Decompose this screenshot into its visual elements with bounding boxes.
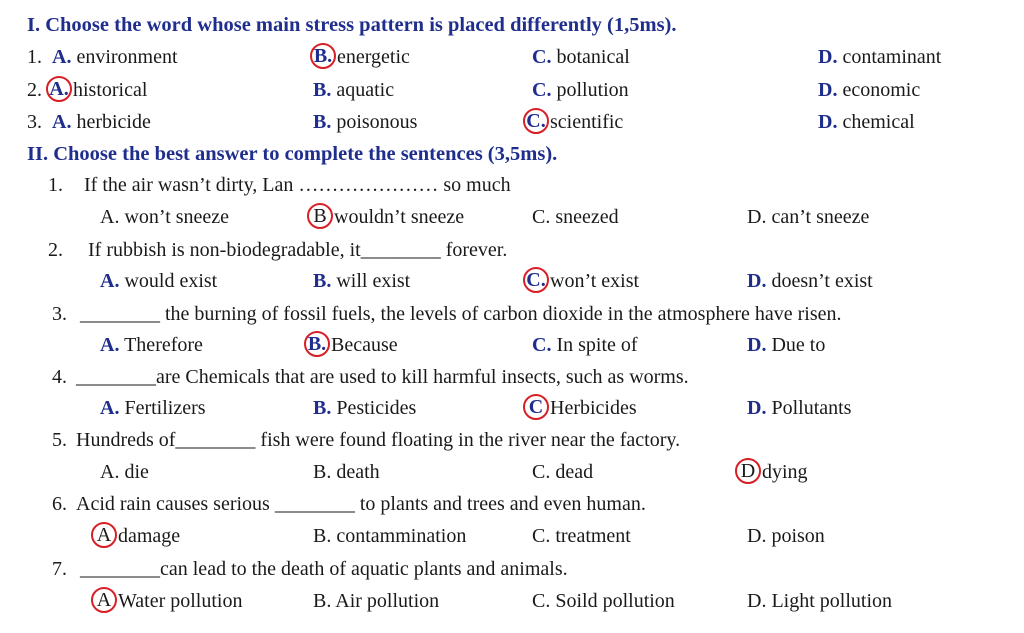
option-c[interactable]: C. treatment [532, 525, 631, 547]
answer-circle: C. [523, 267, 549, 293]
option-a[interactable]: A. Therefore [100, 334, 203, 356]
question-stem: Hundreds of________ fish were found floating in the river near the factory. [76, 429, 681, 451]
s2-question-2-stem [0, 235, 1024, 265]
s2-question-6-stem [0, 489, 1024, 519]
option-c[interactable]: C. pollution [532, 79, 629, 101]
question-stem: If rubbish is non-biodegradable, it________ forever. [88, 239, 508, 261]
question-number: 1. [48, 174, 63, 196]
question-number: 2. [48, 239, 63, 261]
answer-circle: B. [310, 43, 336, 69]
option-c[interactable]: C. botanical [532, 46, 630, 68]
s2-question-1-options [0, 202, 1024, 232]
s2-question-3-options [0, 330, 1024, 360]
option-b-selected[interactable]: B wouldn’t sneeze [310, 202, 464, 232]
option-c-selected[interactable]: C. won’t exist [526, 266, 639, 296]
question-number: 3. [52, 303, 67, 325]
s1-question-3 [0, 107, 1024, 137]
option-b[interactable]: B. will exist [313, 270, 411, 292]
option-d[interactable]: D. can’t sneeze [747, 206, 870, 228]
option-c[interactable]: C. Soild pollution [532, 590, 675, 612]
answer-circle: B. [304, 331, 330, 357]
option-b[interactable]: B. Pesticides [313, 397, 417, 419]
s2-question-5-options [0, 457, 1024, 487]
option-b[interactable]: B. contammination [313, 525, 467, 547]
option-a-selected[interactable]: A. historical [49, 75, 147, 105]
option-a[interactable]: A. environment [52, 46, 178, 68]
question-stem: ________can lead to the death of aquatic plants and animals. [80, 558, 568, 580]
answer-circle: D [735, 458, 761, 484]
option-a-selected[interactable]: A damage [94, 521, 180, 551]
option-b[interactable]: B. aquatic [313, 79, 395, 101]
section-2-title: II. Choose the best answer to complete the sentences (3,5ms). [27, 143, 558, 165]
question-number: 4. [52, 366, 67, 388]
answer-circle: B [307, 203, 333, 229]
answer-circle: C. [523, 108, 549, 134]
question-number: 5. [52, 429, 67, 451]
answer-circle: A [91, 522, 117, 548]
option-d-selected[interactable]: D dying [738, 457, 808, 487]
s1-question-2 [0, 75, 1024, 105]
answer-circle: A [91, 587, 117, 613]
question-stem: Acid rain causes serious ________ to plants and trees and even human. [76, 493, 646, 515]
option-c[interactable]: C. sneezed [532, 206, 619, 228]
option-a[interactable]: A. won’t sneeze [100, 206, 230, 228]
option-c[interactable]: C. dead [532, 461, 594, 483]
s2-question-2-options [0, 266, 1024, 296]
option-d[interactable]: D. Pollutants [747, 397, 852, 419]
option-b[interactable]: B. poisonous [313, 111, 418, 133]
option-a[interactable]: A. would exist [100, 270, 218, 292]
s2-question-5-stem [0, 425, 1024, 455]
option-a[interactable]: A. die [100, 461, 149, 483]
option-b-selected[interactable]: B. Because [307, 330, 398, 360]
s2-question-7-options [0, 586, 1024, 616]
section-1-title: I. Choose the word whose main stress pattern is placed differently (1,5ms). [27, 14, 677, 36]
question-number: 6. [52, 493, 67, 515]
option-a[interactable]: A. Fertilizers [100, 397, 206, 419]
question-number: 1. [27, 46, 42, 68]
answer-circle: A. [46, 76, 72, 102]
question-stem: ________ the burning of fossil fuels, the levels of carbon dioxide in the atmosphere have risen. [80, 303, 842, 325]
question-number: 7. [52, 558, 67, 580]
option-c[interactable]: C. In spite of [532, 334, 638, 356]
s2-question-1-stem [0, 170, 1024, 200]
answer-circle: C [523, 394, 549, 420]
s2-question-4-stem [0, 362, 1024, 392]
question-number: 2. [27, 79, 42, 101]
s2-question-7-stem [0, 554, 1024, 584]
option-d[interactable]: D. doesn’t exist [747, 270, 873, 292]
option-d[interactable]: D. chemical [818, 111, 915, 133]
s2-question-4-options [0, 393, 1024, 423]
option-a[interactable]: A. herbicide [52, 111, 151, 133]
question-stem: ________are Chemicals that are used to kill harmful insects, such as worms. [76, 366, 689, 388]
option-d[interactable]: D. Due to [747, 334, 826, 356]
option-d[interactable]: D. Light pollution [747, 590, 893, 612]
option-b-selected[interactable]: B. energetic [313, 42, 410, 72]
option-d[interactable]: D. contaminant [818, 46, 942, 68]
option-c-selected[interactable]: C. scientific [526, 107, 623, 137]
question-stem: If the air wasn’t dirty, Lan ………………… so much [84, 174, 511, 196]
s2-question-3-stem [0, 299, 1024, 329]
option-b[interactable]: B. Air pollution [313, 590, 440, 612]
option-d[interactable]: D. economic [818, 79, 921, 101]
s2-question-6-options [0, 521, 1024, 551]
option-a-selected[interactable]: A Water pollution [94, 586, 242, 616]
question-number: 3. [27, 111, 42, 133]
option-b[interactable]: B. death [313, 461, 380, 483]
s1-question-1 [0, 42, 1024, 72]
option-c-selected[interactable]: C Herbicides [526, 393, 637, 423]
option-d[interactable]: D. poison [747, 525, 825, 547]
